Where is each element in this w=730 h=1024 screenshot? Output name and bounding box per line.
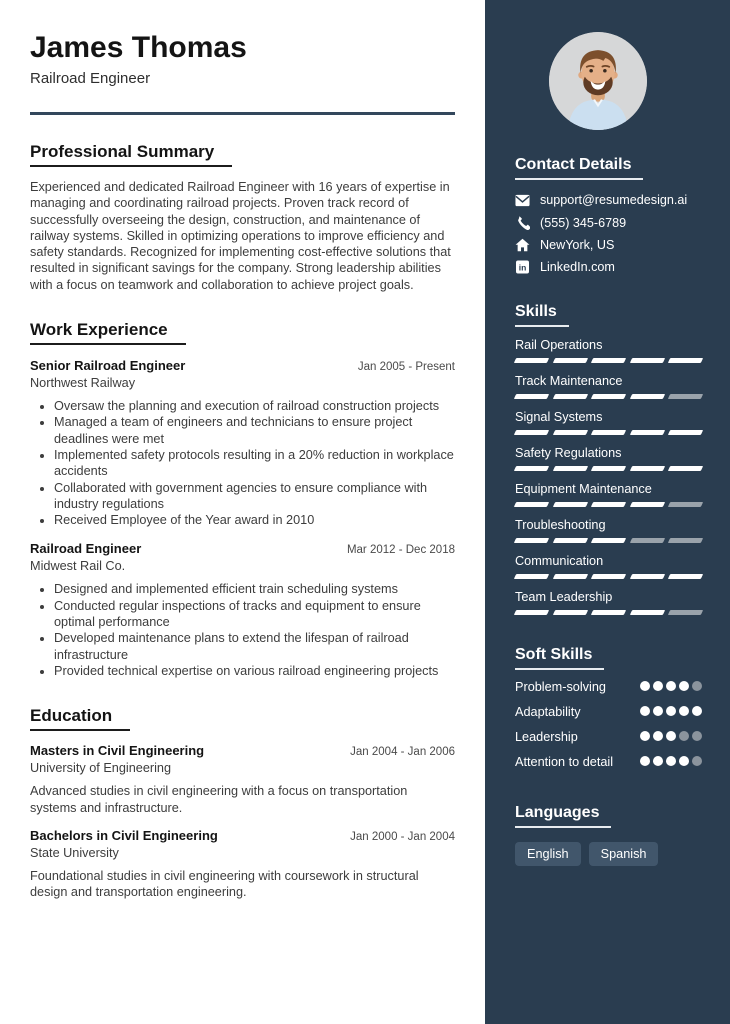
contact-phone-text: (555) 345-6789 [540,215,627,230]
degree-dates: Jan 2000 - Jan 2004 [350,830,455,843]
degree-school: University of Engineering [30,761,172,776]
contact-location-text: NewYork, US [540,238,615,252]
job-title: Railroad Engineer [30,541,142,557]
job-title: Senior Railroad Engineer [30,358,186,374]
soft-skill-item [515,704,702,720]
job-bullet: • Developed maintenance plans to extend the lifespan of railroad infrastructure [54,630,455,663]
main-column [30,0,455,900]
contact-item-phone[interactable] [515,215,702,230]
email-icon [515,194,530,207]
phone-icon [515,215,530,230]
profile-photo [549,32,647,130]
skill-bar [515,394,702,399]
job-dates: Mar 2012 - Dec 2018 [346,544,455,557]
degree-header [30,828,455,843]
skill-bar [515,610,702,615]
skill-label: Track Maintenance [515,374,623,388]
skill-label: Team Leadership [515,590,613,604]
contact-linkedin-text: LinkedIn.com [540,260,615,274]
job-bullet: • Oversaw the planning and execution of railroad construction projects [54,398,455,414]
soft-skills-section [515,646,702,770]
skill-bar [515,358,702,363]
skill-item [515,554,702,579]
skill-item [515,446,702,471]
job-bullet: • Designed and implemented efficient train scheduling systems [54,581,455,597]
contact-section [515,156,702,274]
degree-header [30,743,455,758]
candidate-name: James Thomas [30,31,247,64]
degree-description: Advanced studies in civil engineering with a focus on transportation systems and infrastructure. [30,784,408,815]
skill-bar [515,466,702,471]
degree-school: State University [30,845,119,860]
soft-skill-item [515,729,702,745]
job-bullet: • Collaborated with government agencies to ensure compliance with industry regulations [54,480,455,513]
profile-photo-illustration [549,32,647,130]
degree-title: Masters in Civil Engineering [30,743,205,759]
skill-item [515,518,702,543]
summary-paragraph: Experienced and dedicated Railroad Engineer with 16 years of expertise in managing and coordinating railroad projects. Proven track record of successfully overseeing the design, construction, and maintenance of railway systems. Skilled in optimizing operations to improve efficiency and safety standards. Recognized for implementing cost-effective solutions that resulted in significant savings for the company. Strong leadership abilities with a focus on teamwork and collaboration to achieve project goals. [30,180,451,292]
skill-bar [515,538,702,543]
soft-skill-item [515,754,702,770]
skill-item [515,590,702,615]
language-chip-spanish: Spanish [589,842,659,866]
skill-label: Rail Operations [515,338,603,352]
skill-bar [515,574,702,579]
job-header [30,541,455,556]
job-bullet: • Received Employee of the Year award in 2010 [54,512,455,528]
language-chip-list [515,842,702,866]
skill-label: Troubleshooting [515,518,606,532]
skill-label: Safety Regulations [515,446,622,460]
soft-skill-item [515,679,702,695]
job-company: Northwest Railway [30,376,136,391]
degree-dates: Jan 2004 - Jan 2006 [350,746,455,759]
soft-skill-dots [640,704,702,716]
section-heading-professional-summary: Professional Summary [30,142,232,167]
soft-skills-heading: Soft Skills [515,646,604,670]
svg-text:in: in [518,262,527,273]
soft-skill-label: Leadership [515,730,578,744]
language-chip-english: English [515,842,581,866]
sidebar [485,0,730,1024]
candidate-title: Railroad Engineer [30,70,151,87]
skill-label: Communication [515,554,604,568]
skills-section [515,303,702,615]
job-bullet-list [30,398,455,528]
skill-item [515,374,702,399]
soft-skill-label: Adaptability [515,705,581,719]
skill-label: Equipment Maintenance [515,482,652,496]
languages-heading: Languages [515,804,611,828]
contact-item-linkedin[interactable] [515,260,702,274]
degree-title: Bachelors in Civil Engineering [30,827,218,843]
skills-heading: Skills [515,303,569,327]
soft-skill-label: Problem-solving [515,680,606,694]
job-company: Midwest Rail Co. [30,559,126,574]
soft-skill-dots [640,729,702,741]
contact-email-text: support@resumedesign.ai [540,193,688,207]
degree-entry [30,828,455,901]
skill-item [515,410,702,435]
soft-skill-dots [640,754,702,766]
degree-description: Foundational studies in civil engineering with coursework in structural design and transportation engineering. [30,868,419,900]
languages-section [515,804,702,866]
job-entry [30,358,455,528]
skill-item [515,338,702,363]
job-bullet: • Implemented safety protocols resulting in a 20% reduction in workplace accidents [54,447,455,480]
skill-item [515,482,702,507]
section-heading-work-experience: Work Experience [30,320,186,345]
contact-heading: Contact Details [515,156,643,180]
job-header [30,358,455,373]
home-icon [515,238,530,252]
job-bullet: • Conducted regular inspections of tracks and equipment to ensure optimal performance [54,598,455,631]
job-entry [30,541,455,679]
contact-list [515,193,702,274]
job-dates: Jan 2005 - Present [357,361,455,374]
soft-skill-dots [640,679,702,691]
section-heading-education: Education [30,706,130,731]
linkedin-icon [515,260,530,274]
skill-bar [515,502,702,507]
soft-skill-label: Attention to detail [515,755,614,769]
job-bullet: • Managed a team of engineers and technicians to ensure project deadlines were met [54,414,455,447]
contact-item-email[interactable] [515,193,702,207]
job-bullet-list [30,581,455,679]
skill-label: Signal Systems [515,410,603,424]
skill-bar [515,430,702,435]
degree-entry [30,743,455,816]
job-bullet: • Provided technical expertise on various railroad engineering projects [54,663,455,679]
contact-item-location[interactable] [515,238,702,252]
